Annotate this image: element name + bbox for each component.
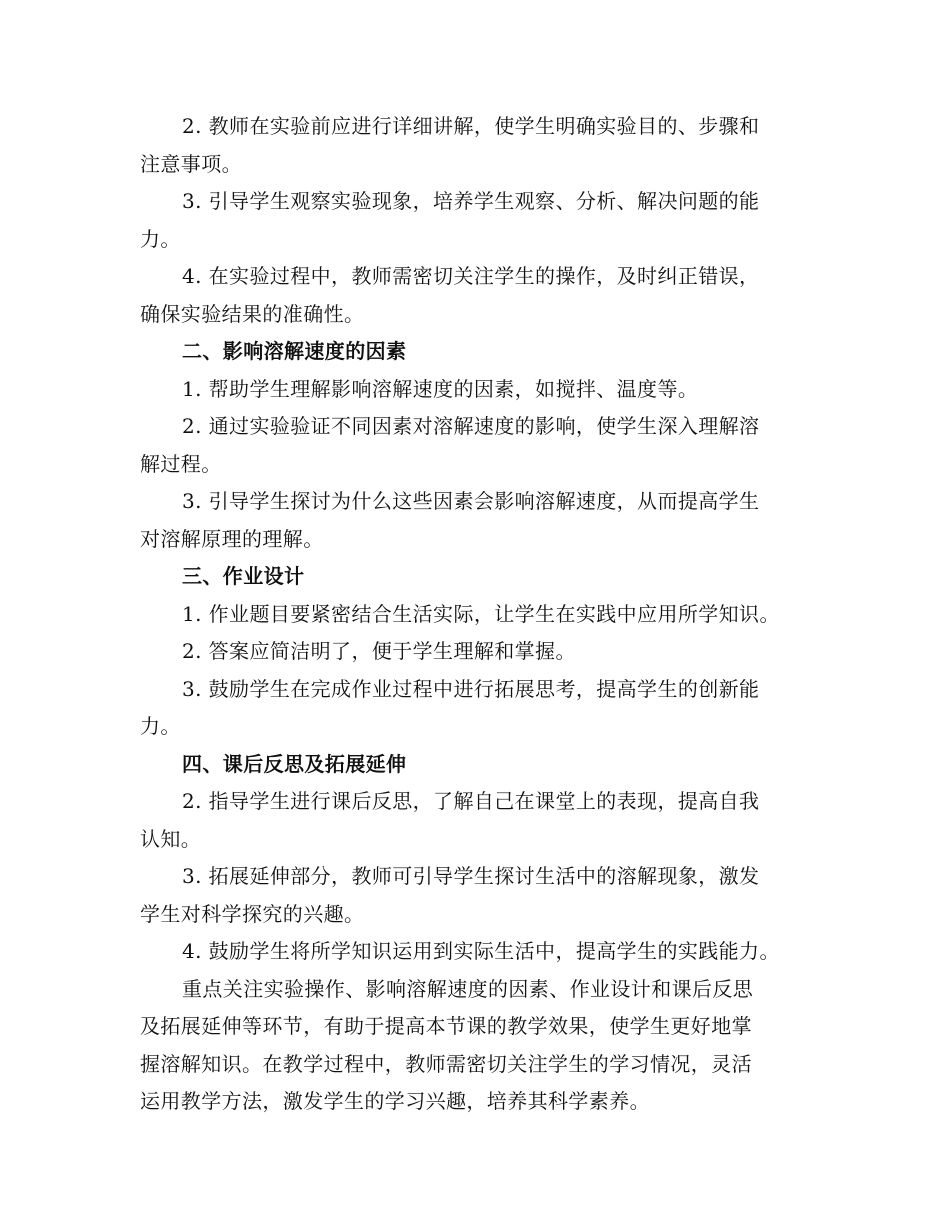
list-item-continuation: 确保实验结果的准确性。 xyxy=(140,301,365,326)
list-item-continuation: 力。 xyxy=(140,714,181,738)
list-item: 3. 拓展延伸部分，教师可引导学生探讨生活中的溶解现象，激发 xyxy=(182,864,760,888)
section-heading: 四、课后反思及拓展延伸 xyxy=(182,751,407,776)
list-item: 2. 指导学生进行课后反思，了解自己在课堂上的表现，提高自我 xyxy=(182,789,760,813)
list-item: 3. 鼓励学生在完成作业过程中进行拓展思考，提高学生的创新能 xyxy=(182,676,760,701)
list-item: 4. 鼓励学生将所学知识运用到实际生活中，提高学生的实践能力。 xyxy=(182,939,780,963)
list-item: 4. 在实验过程中，教师需密切关注学生的操作，及时纠正错误， xyxy=(182,264,760,288)
list-item: 1. 作业题目要紧密结合生活实际，让学生在实践中应用所学知识。 xyxy=(182,601,780,626)
list-item-continuation: 认知。 xyxy=(140,826,202,851)
document-body xyxy=(140,108,812,1121)
list-item: 1. 帮助学生理解影响溶解速度的因素，如搅拌、温度等。 xyxy=(182,376,699,401)
summary-paragraph-line: 及拓展延伸等环节，有助于提高本节课的教学效果，使学生更好地掌 xyxy=(140,1014,752,1038)
list-item: 2. 通过实验验证不同因素对溶解速度的影响，使学生深入理解溶 xyxy=(182,414,760,438)
list-item: 2. 答案应简洁明了，便于学生理解和掌握。 xyxy=(182,639,576,663)
list-item: 3. 引导学生探讨为什么这些因素会影响溶解速度，从而提高学生 xyxy=(182,489,760,513)
list-item: 3. 引导学生观察实验现象，培养学生观察、分析、解决问题的能 xyxy=(182,189,760,213)
list-item: 2. 教师在实验前应进行详细讲解，使学生明确实验目的、步骤和 xyxy=(182,114,760,138)
summary-paragraph-line: 运用教学方法，激发学生的学习兴趣，培养其科学素养。 xyxy=(140,1089,650,1113)
list-item-continuation: 学生对科学探究的兴趣。 xyxy=(140,901,365,926)
summary-paragraph-line: 握溶解知识。在教学过程中，教师需密切关注学生的学习情况，灵活 xyxy=(140,1051,752,1076)
section-heading: 三、作业设计 xyxy=(182,564,305,588)
section-heading: 二、影响溶解速度的因素 xyxy=(182,339,407,363)
summary-paragraph-line: 重点关注实验操作、影响溶解速度的因素、作业设计和课后反思 xyxy=(182,976,754,1001)
list-item-continuation: 对溶解原理的理解。 xyxy=(140,526,324,551)
list-item-continuation: 力。 xyxy=(140,226,181,251)
list-item-continuation: 解过程。 xyxy=(140,451,222,476)
list-item-continuation: 注意事项。 xyxy=(140,151,242,176)
